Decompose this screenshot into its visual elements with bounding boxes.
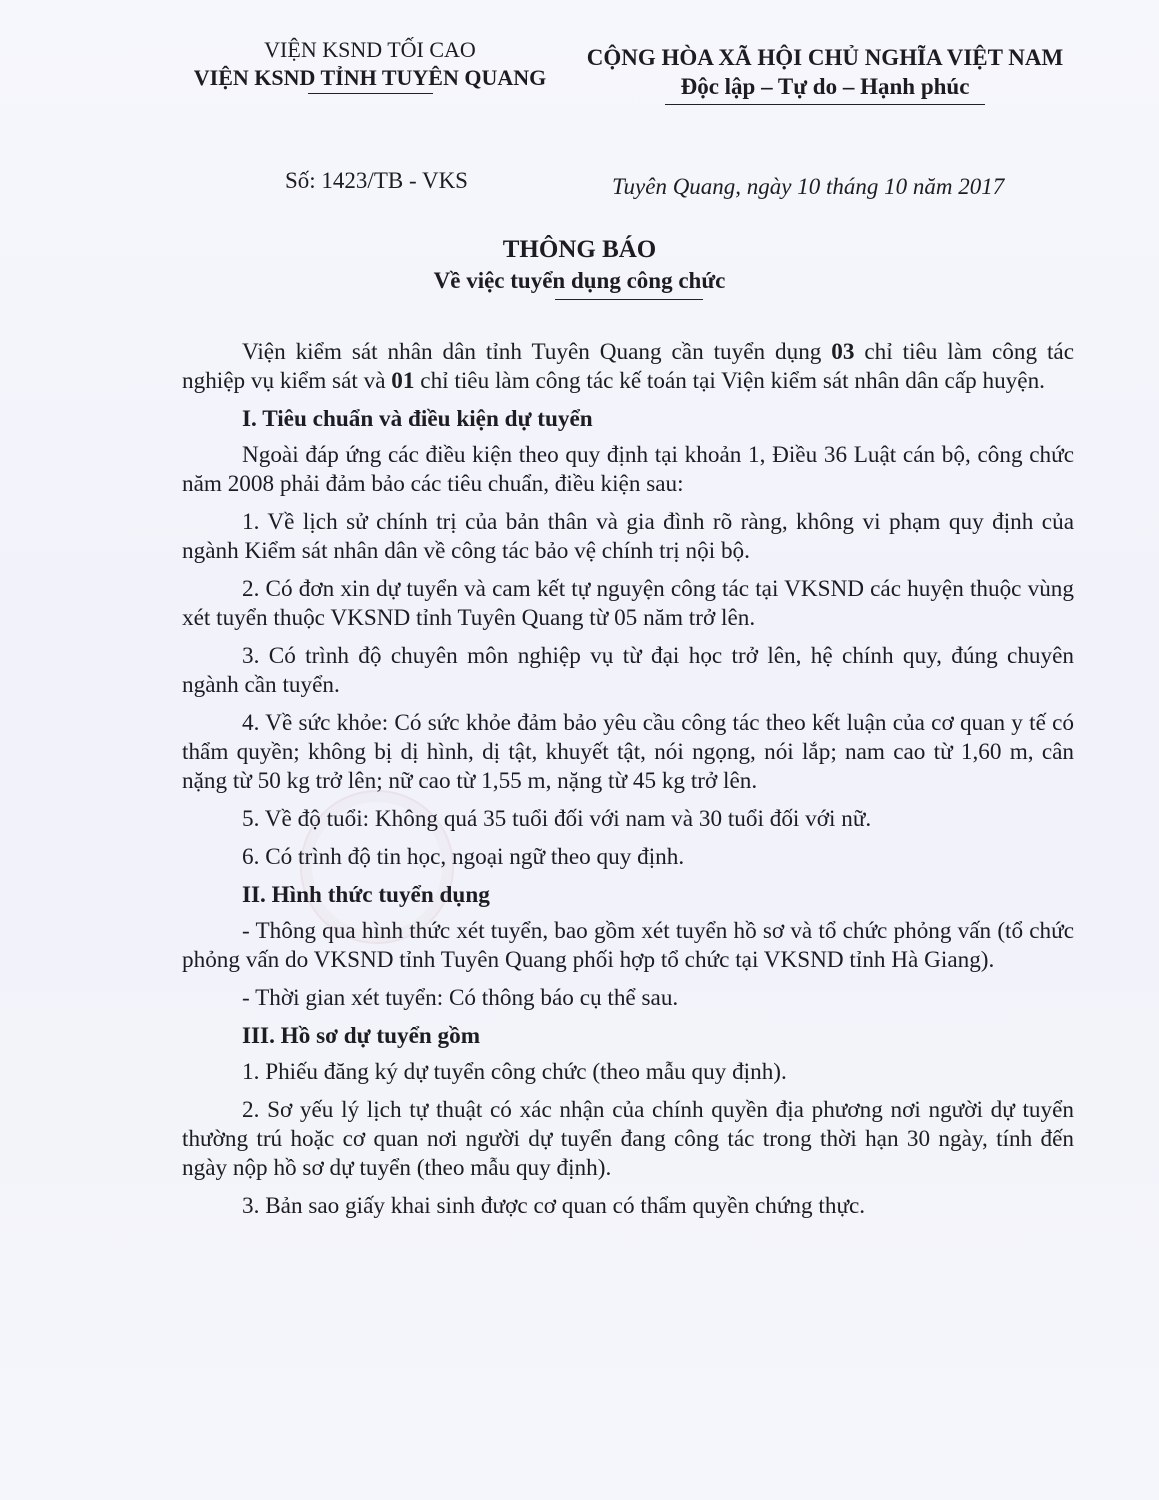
section-1-item: 3. Có trình độ chuyên môn nghiệp vụ từ đại học trở lên, hệ chính quy, đúng chuyên ngành cần tuyển.	[182, 643, 1074, 698]
document-title: THÔNG BÁO	[502, 236, 657, 263]
section-1-heading: I. Tiêu chuẩn và điều kiện dự tuyển	[242, 406, 593, 432]
section-1-item: 4. Về sức khỏe: Có sức khỏe đảm bảo yêu cầu công tác theo kết luận của cơ quan y tế có thẩm quyền; không bị dị hình, dị tật, khuyết tật, nói ngọng, nói lắp; nam cao từ 1,60 m, cân nặng từ 50 kg trở lên; nữ cao từ 1,55 m, nặng từ 45 kg trở lên.	[182, 710, 1074, 794]
document-subtitle: Về việc tuyển dụng công chức	[433, 268, 726, 293]
document-number: Số: 1423/TB - VKS	[285, 168, 468, 193]
intro-text: Viện kiểm sát nhân dân tỉnh Tuyên Quang cần tuyển dụng	[242, 339, 832, 365]
section-1-item: 2. Có đơn xin dự tuyển và cam kết tự nguyện công tác tại VKSND các huyện thuộc vùng xét tuyển thuộc VKSND tỉnh Tuyên Quang từ 05 năm trở lên.	[182, 576, 1074, 631]
section-2-heading: II. Hình thức tuyển dụng	[242, 882, 490, 908]
quota-nghiep-vu: 03	[831, 339, 855, 365]
document-date: Tuyên Quang, ngày 10 tháng 10 năm 2017	[612, 174, 1005, 199]
national-motto: Độc lập – Tự do – Hạnh phúc	[680, 73, 970, 99]
issuing-agency-block	[160, 36, 580, 94]
document-body	[182, 338, 1074, 1230]
section-1-item: 5. Về độ tuổi: Không quá 35 tuổi đối với nam và 30 tuổi đối với nữ.	[242, 806, 872, 832]
section-1-lead: Ngoài đáp ứng các điều kiện theo quy định tại khoản 1, Điều 36 Luật cán bộ, công chức năm 2008 phải đảm bảo các tiêu chuẩn, điều kiện sau:	[182, 442, 1074, 497]
section-1-item: 6. Có trình độ tin học, ngoại ngữ theo quy định.	[242, 844, 685, 870]
parent-agency: VIỆN KSND TỐI CAO	[264, 37, 476, 62]
section-3-item: 1. Phiếu đăng ký dự tuyển công chức (theo mẫu quy định).	[242, 1059, 787, 1085]
section-1-item: 1. Về lịch sử chính trị của bản thân và gia đình rõ ràng, không vi phạm quy định của ngành Kiểm sát nhân dân về công tác bảo vệ chính trị nội bộ.	[182, 509, 1074, 564]
quota-ke-toan: 01	[391, 368, 415, 394]
intro-paragraph	[182, 338, 1074, 396]
motto-underline	[665, 104, 985, 105]
intro-text: chỉ tiêu làm công tác kế toán tại Viện kiểm sát nhân dân cấp huyện.	[414, 368, 1045, 394]
section-2-item: - Thông qua hình thức xét tuyển, bao gồm xét tuyển hồ sơ và tổ chức phỏng vấn (tổ chức phỏng vấn do VKSND tỉnh Tuyên Quang phối hợp tổ chức tại VKSND tỉnh Hà Giang).	[182, 918, 1074, 973]
national-header-block	[565, 44, 1085, 105]
section-2-item: - Thời gian xét tuyển: Có thông báo cụ thể sau.	[242, 985, 679, 1011]
agency-underline	[308, 93, 433, 94]
section-3-item: 3. Bản sao giấy khai sinh được cơ quan có thẩm quyền chứng thực.	[242, 1193, 866, 1219]
title-underline	[555, 299, 703, 300]
section-3-item: 2. Sơ yếu lý lịch tự thuật có xác nhận của chính quyền địa phương nơi người dự tuyển thường trú hoặc cơ quan nơi người dự tuyển đang công tác trong thời hạn 30 ngày, tính đến ngày nộp hồ sơ dự tuyển (theo mẫu quy định).	[182, 1097, 1074, 1181]
intro-text: chỉ tiêu làm công tác nghiệp vụ kiểm sát và	[182, 339, 1074, 394]
section-3-heading: III. Hồ sơ dự tuyển gồm	[242, 1023, 481, 1049]
nation-name: CỘNG HÒA XÃ HỘI CHỦ NGHĨA VIỆT NAM	[586, 45, 1064, 70]
agency-name: VIỆN KSND TỈNH TUYÊN QUANG	[193, 64, 547, 90]
